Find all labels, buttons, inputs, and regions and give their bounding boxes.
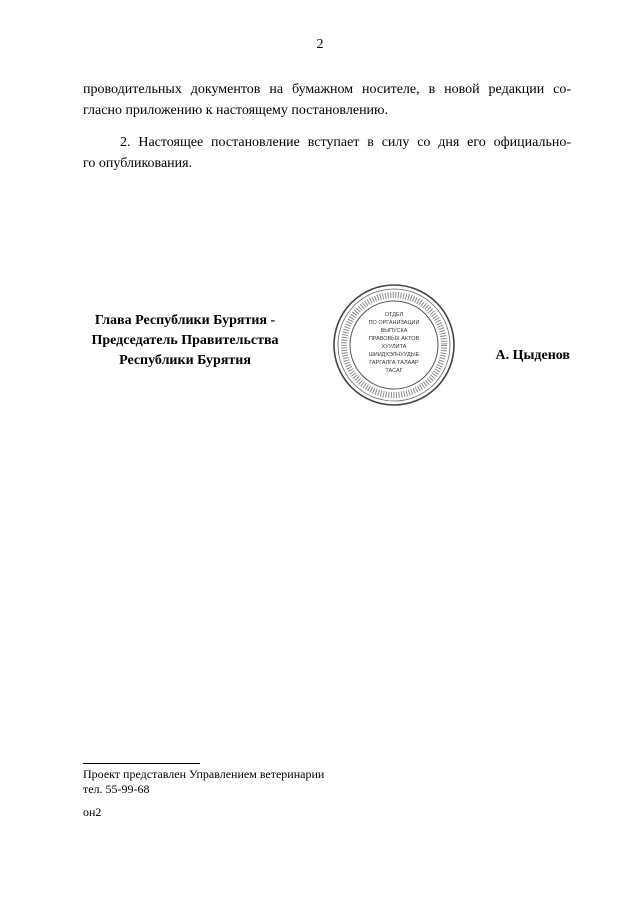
seal-text-line: ШИИДХЭЛНУУДЫЕ [368,352,420,358]
signatory-title [76,311,294,371]
footnote-line-2: тел. 55-99-68 [83,782,150,796]
seal-text-line: ПО ОРГАНИЗАЦИИ [368,320,420,326]
signatory-title-line-1: Глава Республики Бурятия - [94,313,276,328]
paragraph-1-line-1: проводительных документов на бумажном носителе, в новой редакции со- [83,82,571,97]
paragraph-1-line-2: гласно приложению к настоящему постановлению. [83,103,389,118]
paragraph-2-line-1: 2. Настоящее постановление вступает в силу со дня его официально- [120,135,571,150]
signatory-title-line-2: Председатель Правительства [91,333,279,348]
seal-text-line: ТАСАГ [385,368,403,374]
seal-text-line: ХУУЛИТА [381,344,407,350]
signatory-name: А. Цыденов [495,348,570,363]
signatory-title-line-3: Республики Бурятия [119,353,251,368]
footnote-divider [83,763,200,764]
paragraph-2-line-2: го опубликования. [83,156,193,171]
document-code: он2 [83,805,102,819]
official-seal [332,283,456,407]
seal-text-line: ОТДЕЛ [384,312,404,318]
footnote [83,767,324,797]
seal-text-line: ВЫПУСКА [380,328,408,334]
page-number: 2 [316,37,324,52]
seal-text-line: ГАРГАЛГА ТАЛААР [369,360,419,366]
seal-text [358,311,430,375]
footnote-line-1: Проект представлен Управлением ветеринарии [83,767,325,781]
seal-text-line: ПРАВОВЫХ АКТОВ [368,336,420,342]
paragraph-2 [83,132,571,174]
paragraph-1 [83,79,571,121]
